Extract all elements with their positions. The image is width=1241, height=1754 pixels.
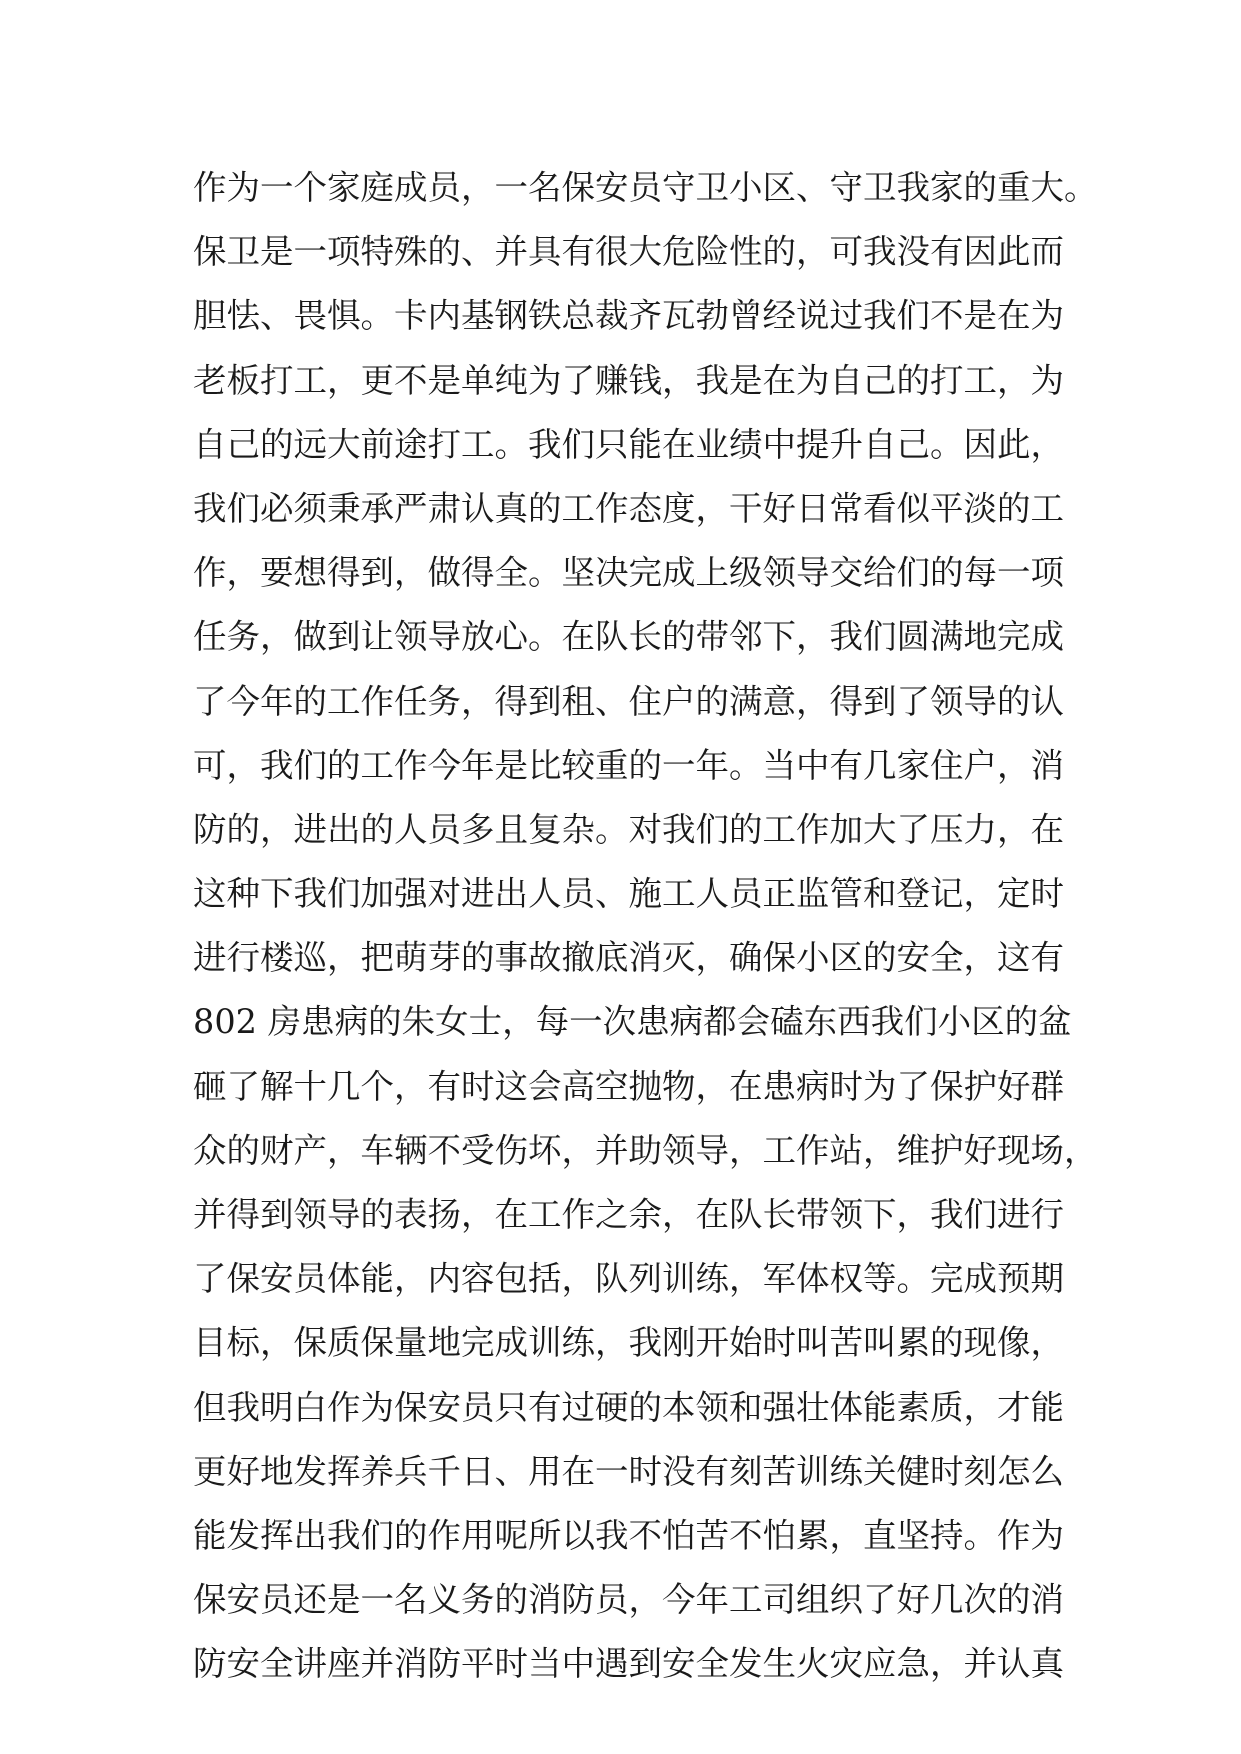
text-line: 防安全讲座并消防平时当中遇到安全发生火灾应急，并认真 (193, 1644, 1064, 1684)
text-line: 但我明白作为保安员只有过硬的本领和强壮体能素质，才能 (193, 1387, 1064, 1427)
text-line: 更好地发挥养兵千日、用在一时没有刻苦训练关健时刻怎么 (193, 1451, 1064, 1491)
text-line: 众的财产，车辆不受伤坏，并助领导，工作站，维护好现场， (193, 1130, 1098, 1170)
text-line: 保安员还是一名义务的消防员，今年工司组织了好几次的消 (193, 1580, 1064, 1620)
text-line: 目标，保质保量地完成训练，我刚开始时叫苦叫累的现像， (193, 1323, 1064, 1363)
text-line: 802 房患病的朱女士，每一次患病都会磕东西我们小区的盆 (193, 1002, 1072, 1042)
text-line: 作为一个家庭成员，一名保安员守卫小区、守卫我家的重大。 (193, 168, 1098, 207)
text-line: 能发挥出我们的作用呢所以我不怕苦不怕累，直坚持。作为 (193, 1515, 1064, 1555)
text-line: 进行楼巡，把萌芽的事故撤底消灭，确保小区的安全，这有 (193, 938, 1064, 978)
text-line: 老板打工，更不是单纯为了赚钱，我是在为自己的打工，为 (193, 360, 1064, 400)
text-line: 并得到领导的表扬，在工作之余，在队长带领下，我们进行 (193, 1195, 1064, 1234)
text-line: 可，我们的工作今年是比较重的一年。当中有几家住户，消 (193, 745, 1064, 785)
text-line: 了今年的工作任务，得到租、住户的满意，得到了领导的认 (193, 681, 1064, 721)
text-line: 任务，做到让领导放心。在队长的带邻下，我们圆满地完成 (193, 617, 1064, 657)
text-line: 自己的远大前途打工。我们只能在业绩中提升自己。因此， (193, 424, 1064, 464)
text-line: 保卫是一项特殊的、并具有很大危险性的，可我没有因此而 (193, 232, 1064, 272)
text-line: 我们必须秉承严肃认真的工作态度，干好日常看似平淡的工 (193, 488, 1064, 528)
text-line: 砸了解十几个，有时这会高空抛物，在患病时为了保护好群 (193, 1066, 1064, 1106)
text-line: 了保安员体能，内容包括，队列训练，军体权等。完成预期 (193, 1259, 1064, 1299)
body-text (193, 156, 1098, 1697)
text-line: 这种下我们加强对进出人员、施工人员正监管和登记，定时 (193, 874, 1064, 914)
text-line: 胆怯、畏惧。卡内基钢铁总裁齐瓦勃曾经说过我们不是在为 (193, 296, 1064, 336)
text-line: 防的，进出的人员多且复杂。对我们的工作加大了压力，在 (193, 809, 1064, 849)
text-line: 作，要想得到，做得全。坚决完成上级领导交给们的每一项 (193, 553, 1064, 593)
